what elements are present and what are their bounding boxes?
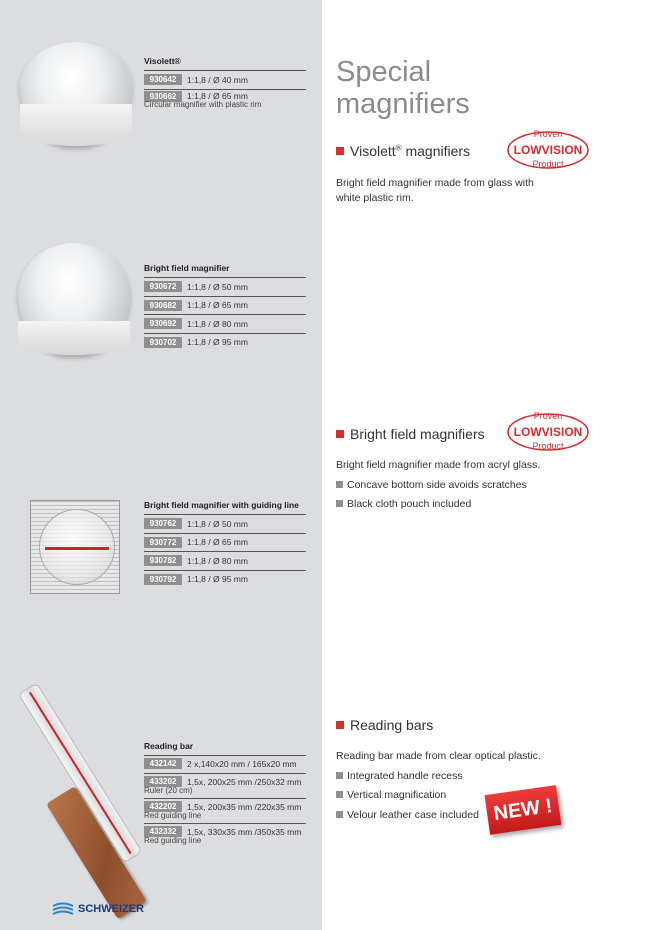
page-title-line2: magnifiers (336, 88, 470, 120)
visolett-table (144, 56, 306, 112)
table-row (144, 551, 306, 570)
schweizer-logo (52, 902, 144, 916)
visolett-rim (20, 104, 132, 146)
grey-square-icon (336, 791, 343, 798)
article-code: 930682 (144, 300, 182, 311)
reading-bars-description: Reading bar made from clear optical plastic. (336, 750, 541, 762)
bullet-text: Velour leather case included (347, 808, 479, 821)
bullet-text: Black cloth pouch included (347, 497, 472, 510)
reading-bar-image (0, 680, 140, 880)
badge-middle-text: LOWVISION (513, 143, 583, 157)
visolett-magnifier-image (20, 42, 132, 146)
visolett-note: Circular magnifier with plastic rim (144, 99, 262, 109)
table-row (144, 277, 306, 296)
article-code: 433202 (144, 776, 182, 787)
grey-square-icon (336, 481, 343, 488)
article-spec: 1:1,8 / Ø 80 mm (187, 318, 248, 329)
article-code: 930692 (144, 318, 182, 329)
article-spec: 1:1,8 / Ø 50 mm (187, 518, 248, 529)
reading-bars-heading (336, 717, 433, 733)
bullet-item (336, 768, 463, 783)
visolett-heading-text (350, 143, 470, 159)
article-code: 930672 (144, 281, 182, 292)
reading-bars-heading-text: Reading bars (350, 717, 434, 733)
visolett-description: Bright field magnifier made from glass with white plastic rim. (336, 177, 534, 204)
page-title-line1: Special (336, 56, 432, 88)
visolett-table-title: Visolett® (144, 56, 181, 66)
red-square-icon (336, 721, 344, 729)
red-square-icon (336, 430, 344, 438)
article-code: 930782 (144, 555, 182, 566)
badge-bottom-text: Product (532, 159, 564, 169)
guiding-line-table (144, 500, 306, 588)
bright-field-description: Bright field magnifier made from acryl glass. (336, 459, 541, 471)
grey-square-icon (336, 811, 343, 818)
badge-top-text: Proven (533, 411, 563, 421)
article-code: 432142 (144, 758, 182, 769)
article-code: 930662 (144, 91, 182, 102)
grey-square-icon (336, 500, 343, 507)
table-row (144, 314, 306, 333)
table-row (144, 333, 306, 352)
article-spec: 1,5x, 200x25 mm /250x32 mm (187, 776, 302, 787)
article-note: Ruler (20 cm) (144, 786, 193, 795)
article-spec: 1:1,8 / Ø 95 mm (187, 337, 248, 348)
brand-name: SCHWEIZER (78, 903, 144, 915)
article-spec: 1:1,8 / Ø 40 mm (187, 74, 248, 85)
table-row (144, 296, 306, 315)
article-code: 930702 (144, 337, 182, 348)
bright-field-heading (336, 426, 485, 442)
heading-post: magnifiers (401, 143, 471, 159)
page-title (336, 56, 470, 120)
bright-field-table-title: Bright field magnifier (144, 263, 230, 273)
article-code: 930762 (144, 518, 182, 529)
badge-middle-text: LOWVISION (513, 425, 583, 439)
guiding-line-magnifier-image (30, 500, 120, 594)
bullet-item (336, 807, 479, 822)
article-spec: 1:1,8 / Ø 80 mm (187, 555, 248, 566)
article-spec: 1:1,8 / Ø 95 mm (187, 574, 248, 585)
article-code: 930792 (144, 574, 182, 585)
table-row (144, 533, 306, 552)
article-note: Red guiding line (144, 811, 202, 820)
visolett-heading (336, 143, 470, 159)
article-code: 930772 (144, 537, 182, 548)
table-row (144, 570, 306, 589)
reading-bar-table-title: Reading bar (144, 741, 194, 751)
article-code: 930642 (144, 74, 182, 85)
table-row (144, 755, 306, 771)
bullet-text: Vertical magnification (347, 788, 447, 801)
bright-field-heading-text: Bright field magnifiers (350, 426, 485, 442)
red-square-icon (336, 147, 344, 155)
bullet-text: Integrated handle recess (347, 769, 463, 782)
bullet-item (336, 787, 446, 802)
lowvision-badge-icon (500, 122, 596, 178)
guiding-line (45, 547, 109, 550)
grey-square-icon (336, 772, 343, 779)
badge-top-text: Proven (533, 129, 563, 139)
schweizer-wave-icon (52, 902, 74, 916)
article-spec: 1,5x, 200x35 mm /220x35 mm (187, 801, 302, 812)
heading-pre: Visolett (350, 143, 396, 159)
badge-bottom-text: Product (532, 441, 564, 451)
bright-field-base (18, 321, 130, 355)
article-spec: 1,5x, 330x35 mm /350x35 mm (187, 826, 302, 837)
bright-field-magnifier-image (18, 243, 130, 355)
article-spec: 1:1,8 / Ø 65 mm (187, 300, 248, 311)
guiding-line-table-title: Bright field magnifier with guiding line (144, 500, 299, 510)
table-row (144, 514, 306, 533)
article-note: Red guiding line (144, 836, 202, 845)
article-spec: 2 x,140x20 mm / 165x20 mm (187, 758, 297, 769)
bullet-item (336, 477, 527, 492)
new-badge: NEW ! (485, 785, 562, 835)
lowvision-badge-icon (500, 404, 596, 460)
bullet-item (336, 496, 471, 511)
bright-field-table (144, 263, 306, 351)
article-code: 432202 (144, 801, 182, 812)
article-code: 432332 (144, 826, 182, 837)
article-spec: 1:1,8 / Ø 50 mm (187, 281, 248, 292)
heading-sup: ® (395, 143, 402, 153)
table-row (144, 70, 306, 89)
article-spec: 1:1,8 / Ø 65 mm (187, 537, 248, 548)
bullet-text: Concave bottom side avoids scratches (347, 478, 527, 491)
reading-bar-table (144, 741, 306, 848)
article-spec: 1:1,8 / Ø 65 mm (187, 91, 248, 101)
